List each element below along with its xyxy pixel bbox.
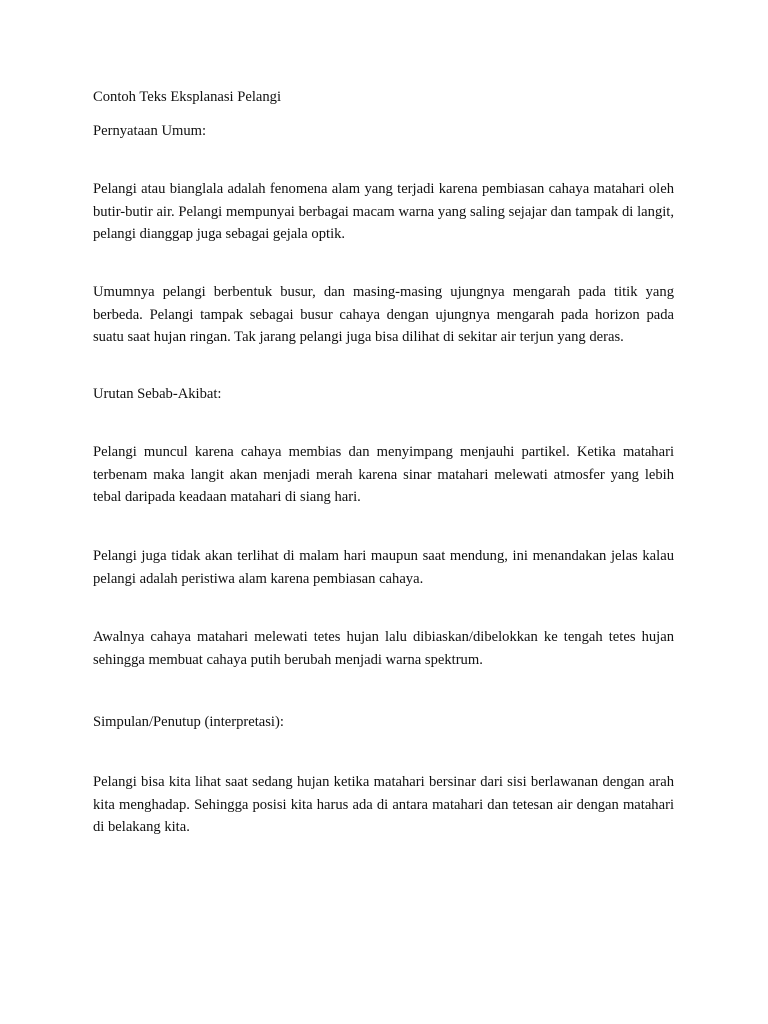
paragraph-cause-effect-2: Pelangi juga tidak akan terlihat di malam hari maupun saat mendung, ini menandakan jelas kalau pelangi adalah peristiwa alam karena pembiasan cahaya. <box>93 548 674 587</box>
paragraph-cause-effect-1: Pelangi muncul karena cahaya membias dan menyimpang menjauhi partikel. Ketika matahari terbenam maka langit akan menjadi merah karena sinar matahari melewati atmosfer yang lebih tebal daripada keadaan matahari di siang hari. <box>93 444 674 505</box>
section-heading-conclusion: Simpulan/Penutup (interpretasi): <box>93 714 284 730</box>
paragraph-conclusion-1: Pelangi bisa kita lihat saat sedang hujan ketika matahari bersinar dari sisi berlawanan dengan arah kita menghadap. Sehingga posisi kita harus ada di antara matahari dan tetesan air dengan matahari di belakang kita. <box>93 774 674 835</box>
section-heading-cause-effect: Urutan Sebab-Akibat: <box>93 386 222 402</box>
paragraph-general-1: Pelangi atau bianglala adalah fenomena alam yang terjadi karena pembiasan cahaya matahari oleh butir-butir air. Pelangi mempunyai berbagai macam warna yang saling sejajar dan tampak di langit, pelangi dianggap juga sebagai gejala optik. <box>93 181 674 242</box>
paragraph-cause-effect-3: Awalnya cahaya matahari melewati tetes hujan lalu dibiaskan/dibelokkan ke tengah tetes hujan sehingga membuat cahaya putih berubah menjadi warna spektrum. <box>93 629 674 668</box>
document-title: Contoh Teks Eksplanasi Pelangi <box>93 89 282 105</box>
paragraph-general-2: Umumnya pelangi berbentuk busur, dan masing-masing ujungnya mengarah pada titik yang berbeda. Pelangi tampak sebagai busur cahaya dengan ujungnya mengarah pada horizon pada suatu saat hujan ringan. Tak jarang pelangi juga bisa dilihat di sekitar air terjun yang deras. <box>93 284 674 345</box>
section-heading-general-statement: Pernyataan Umum: <box>93 123 207 139</box>
